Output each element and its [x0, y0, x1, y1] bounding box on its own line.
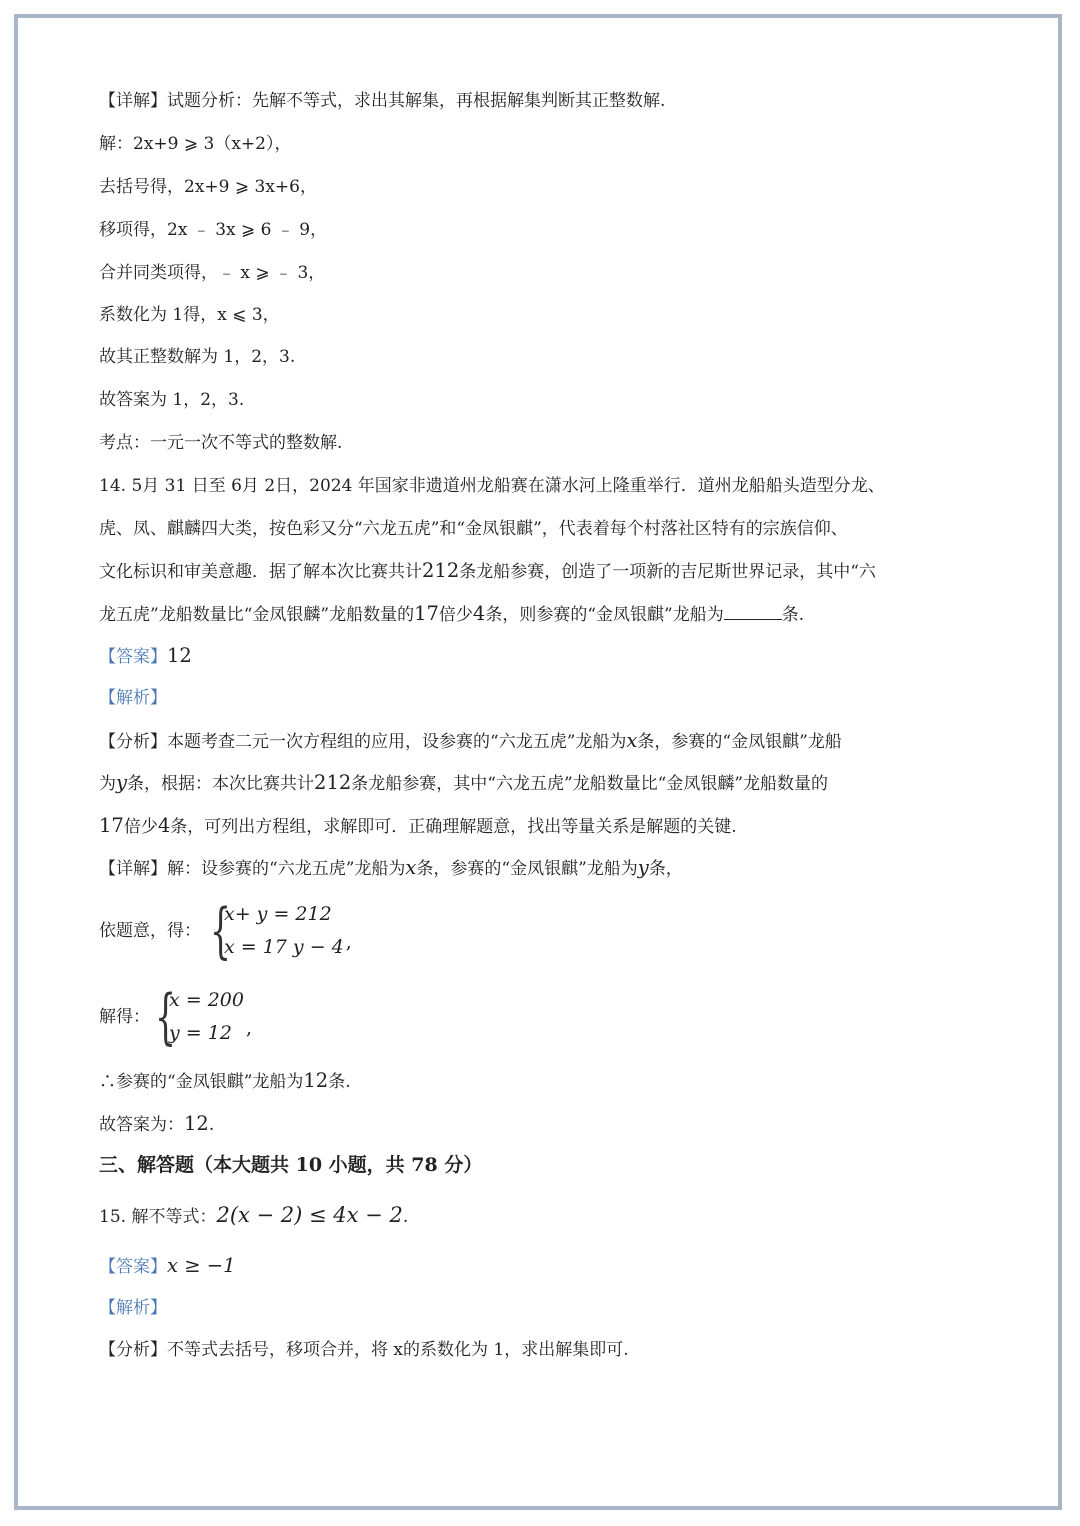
equation-row: x = 200	[169, 989, 244, 1011]
analysis-line	[99, 729, 842, 754]
text-line: 考点：一元一次不等式的整数解.	[99, 433, 343, 453]
text-span: 倍少	[123, 817, 158, 837]
analysis-line: 【分析】不等式去括号，移项合并，将 x的系数化为 1，求出解集即可.	[99, 1340, 629, 1360]
detail-line	[99, 856, 683, 881]
equation-system-1	[210, 898, 352, 964]
analysis-tag: 【解析】	[99, 1298, 167, 1318]
answer-value: 12	[167, 644, 192, 667]
question-14-line	[99, 601, 804, 627]
math-number: 4	[157, 814, 171, 837]
text-span: .	[208, 1115, 215, 1135]
math-var: y	[116, 771, 128, 794]
brace-icon: {	[155, 982, 177, 1052]
text-span: 条，	[648, 859, 683, 879]
text-span: 条.	[328, 1072, 351, 1092]
text-line: 系数化为 1得，x ⩽ 3，	[99, 305, 280, 325]
text-span: 条，参赛的“金凤银麒”龙船	[637, 732, 842, 752]
analysis-line	[99, 771, 828, 796]
text-span: 条，则参赛的“金凤银麒”龙船为	[485, 605, 724, 625]
answer-tag: 【答案】	[99, 647, 167, 667]
text-span: 条龙船参赛，其中“六龙五虎”龙船数量比“金凤银麟”龙船数量的	[351, 774, 829, 794]
answer-value: x ≥ −1	[167, 1254, 236, 1277]
final-answer-line	[99, 1112, 214, 1137]
question-15-line	[99, 1203, 408, 1229]
math-var: x	[626, 729, 638, 752]
text-line: 【详解】试题分析：先解不等式，求出其解集，再根据解集判断其正整数解.	[99, 91, 666, 111]
answer-tag: 【答案】	[99, 1257, 167, 1277]
text-span: 【分析】本题考查二元一次方程组的应用，设参赛的“六龙五虎”龙船为	[99, 732, 627, 752]
equation-row: y = 12	[169, 1022, 232, 1044]
text-span: 【详解】解：设参赛的“六龙五虎”龙船为	[99, 859, 406, 879]
equation-row: x = 17 y − 4	[224, 936, 344, 958]
system-label: 依题意，得：	[99, 921, 201, 941]
text-line: 故其正整数解为 1，2，3.	[99, 347, 296, 367]
text-line: 故答案为 1，2，3.	[99, 390, 245, 410]
text-span: 故答案为：	[99, 1115, 184, 1135]
text-line: 去括号得，2x+9 ⩾ 3x+6，	[99, 177, 317, 197]
text-line: 解：2x+9 ⩾ 3（x+2），	[99, 134, 292, 154]
math-number: 212	[422, 559, 460, 582]
math-number: 12	[184, 1112, 209, 1135]
text-span: 文化标识和审美意趣．据了解本次比赛共计	[99, 562, 422, 582]
text-span: 为	[99, 774, 116, 794]
question-14-line: 虎、凤、麒麟四大类，按色彩又分“六龙五虎”和“金凤银麒”，代表着每个村落社区特有的宗族信仰、	[99, 519, 848, 539]
answer-line	[99, 1254, 235, 1279]
text-span: 条.	[781, 605, 805, 625]
punctuation: ,	[245, 1017, 253, 1039]
text-span: 龙五虎”龙船数量比“金凤银麟”龙船数量的	[99, 605, 415, 625]
text-line: 移项得，2x ﹣ 3x ⩾ 6 ﹣ 9，	[99, 220, 328, 240]
math-var: x	[405, 856, 417, 879]
math-number: 17	[414, 602, 439, 625]
math-number: 4	[472, 602, 486, 625]
question-14-line	[99, 559, 876, 584]
answer-line	[99, 644, 192, 669]
math-number: 12	[303, 1069, 329, 1092]
equation-system-2	[155, 984, 252, 1050]
math-number: 212	[314, 771, 352, 794]
text-span: 倍少	[438, 605, 473, 625]
equation-row: x+ y = 212	[224, 903, 332, 925]
brace-icon: {	[210, 896, 232, 966]
system-label: 解得：	[99, 1007, 150, 1027]
analysis-line	[99, 814, 737, 839]
analysis-tag: 【解析】	[99, 688, 167, 708]
text-span: 条，参赛的“金凤银麒”龙船为	[416, 859, 638, 879]
section-heading: 三、解答题（本大题共 10 小题，共 78 分）	[99, 1154, 483, 1176]
text-span: 条龙船参赛，创造了一项新的吉尼斯世界记录，其中“六	[459, 562, 876, 582]
conclusion-line	[99, 1069, 351, 1094]
text-span: 条，根据：本次比赛共计	[127, 774, 315, 794]
text-line: 合并同类项得，﹣ x ⩾ ﹣ 3，	[99, 263, 326, 283]
math-number: 17	[99, 814, 124, 837]
question-14-line: 14. 5月 31 日至 6月 2日，2024 年国家非遗道州龙船赛在潇水河上隆重举行．道州龙船船头造型分龙、	[99, 476, 885, 496]
punctuation: ,	[345, 931, 352, 953]
text-span: .	[402, 1207, 409, 1227]
text-span: ∴参赛的“金凤银麒”龙船为	[99, 1072, 304, 1092]
math-inequality: 2(x − 2) ≤ 4x − 2	[216, 1203, 403, 1227]
text-span: 条，可列出方程组，求解即可．正确理解题意，找出等量关系是解题的关键.	[170, 817, 737, 837]
text-span: 15. 解不等式：	[99, 1207, 217, 1227]
math-var: y	[637, 856, 649, 879]
answer-blank	[724, 601, 782, 620]
